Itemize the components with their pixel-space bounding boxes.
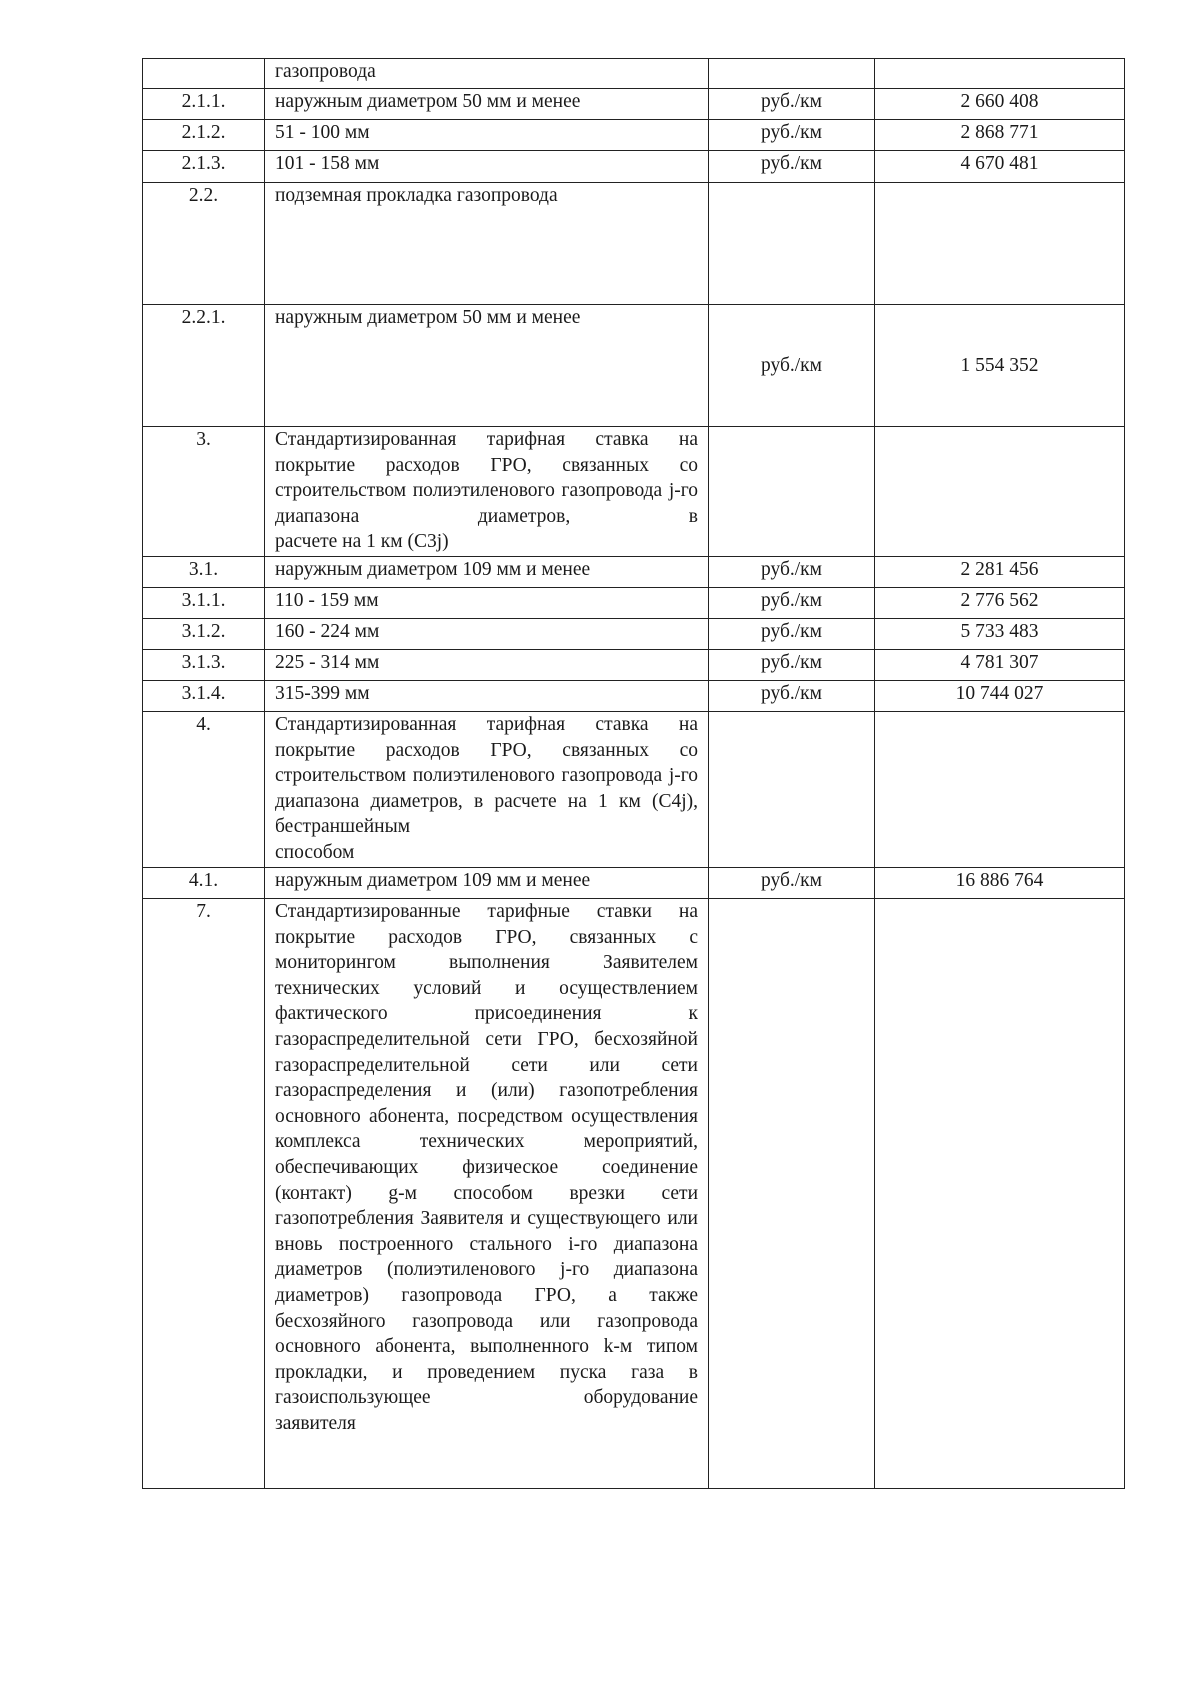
row-number-cell: 7. (143, 899, 265, 1489)
description-text: подземная прокладка газопровода (275, 185, 558, 206)
row-number-cell: 2.1.3. (143, 151, 265, 183)
table-row (143, 89, 1125, 120)
description-text: наружным диаметром 109 мм и менее (275, 559, 591, 580)
description-text: 160 - 224 мм (275, 621, 380, 642)
row-number-cell: 2.2.1. (143, 305, 265, 427)
value-cell (875, 59, 1125, 89)
value-cell: 4 781 307 (875, 650, 1125, 681)
value-cell: 2 660 408 (875, 89, 1125, 120)
description-text: 51 - 100 мм (275, 122, 370, 143)
description-cell (265, 183, 709, 305)
description-text: наружным диаметром 109 мм и менее (275, 870, 591, 891)
unit-cell: руб./км (709, 681, 875, 712)
unit-cell: руб./км (709, 650, 875, 681)
value-cell: 16 886 764 (875, 868, 1125, 899)
description-text: Стандартизированные тарифные ставки на покрытие расходов ГРО, связанных с мониторингом выполнения Заявителем технических условий и осуществлением фактического присоединения к газораспределительной сети ГРО, бесхозяйной газораспределительной сети или сети газораспределения и (или) газопотребления основного абонента, посредством осуществления комплекса технических мероприятий, обеспечивающих физическое соединение (контакт) g-м способом врезки сети газопотребления Заявителя и существующего или вновь построенного стального i-го диапазона диаметров (полиэтиленового j-го диапазона диаметров) газопровода ГРО, а также бесхозяйного газопровода или газопровода основного абонента, выполненного k-м типом прокладки, и проведением пуска газа в газоиспользующее оборудование (275, 901, 698, 1409)
row-number-cell: 3.1.2. (143, 619, 265, 650)
unit-cell: руб./км (709, 588, 875, 619)
table-row (143, 183, 1125, 305)
table-row (143, 899, 1125, 1489)
unit-cell: руб./км (709, 868, 875, 899)
description-cell (265, 681, 709, 712)
description-text: Стандартизированная тарифная ставка на покрытие расходов ГРО, связанных со строительством полиэтиленового газопровода j-го диапазона диаметров, в (275, 429, 698, 527)
description-last-line: расчете на 1 км (С3j) (275, 531, 449, 553)
row-number-cell: 3.1.4. (143, 681, 265, 712)
row-number-cell: 3.1. (143, 557, 265, 588)
description-cell (265, 151, 709, 183)
row-number-cell: 2.1.1. (143, 89, 265, 120)
row-number-cell: 2.2. (143, 183, 265, 305)
unit-cell: руб./км (709, 151, 875, 183)
value-cell: 2 281 456 (875, 557, 1125, 588)
description-text: 225 - 314 мм (275, 652, 380, 673)
table-row (143, 588, 1125, 619)
unit-cell (709, 712, 875, 868)
row-number-cell: 3.1.3. (143, 650, 265, 681)
description-text: 101 - 158 мм (275, 153, 380, 174)
description-cell (265, 120, 709, 151)
row-number-cell: 4. (143, 712, 265, 868)
row-number-cell (143, 59, 265, 89)
tariff-table (142, 58, 1125, 1489)
row-number-cell: 3. (143, 427, 265, 557)
description-cell (265, 557, 709, 588)
value-cell: 10 744 027 (875, 681, 1125, 712)
table-row (143, 305, 1125, 427)
unit-cell: руб./км (709, 557, 875, 588)
value-cell (875, 427, 1125, 557)
description-cell (265, 588, 709, 619)
description-text: газопровода (275, 61, 376, 82)
table-row (143, 712, 1125, 868)
description-cell (265, 650, 709, 681)
value-cell: 1 554 352 (875, 305, 1125, 427)
table-row (143, 427, 1125, 557)
description-cell (265, 712, 709, 868)
description-cell (265, 899, 709, 1489)
description-text: 110 - 159 мм (275, 590, 379, 611)
row-number-cell: 3.1.1. (143, 588, 265, 619)
description-cell (265, 305, 709, 427)
table-row (143, 619, 1125, 650)
table-row (143, 151, 1125, 183)
value-cell: 2 868 771 (875, 120, 1125, 151)
unit-cell: руб./км (709, 120, 875, 151)
value-cell (875, 183, 1125, 305)
unit-cell (709, 899, 875, 1489)
description-cell (265, 868, 709, 899)
table-row (143, 557, 1125, 588)
description-cell (265, 619, 709, 650)
table-row (143, 868, 1125, 899)
description-cell (265, 89, 709, 120)
table-row (143, 59, 1125, 89)
unit-cell (709, 183, 875, 305)
value-cell: 4 670 481 (875, 151, 1125, 183)
value-cell: 5 733 483 (875, 619, 1125, 650)
value-cell (875, 712, 1125, 868)
description-text: 315-399 мм (275, 683, 370, 704)
unit-cell: руб./км (709, 89, 875, 120)
unit-cell (709, 427, 875, 557)
table-row (143, 650, 1125, 681)
unit-cell (709, 59, 875, 89)
description-cell (265, 59, 709, 89)
description-last-line: заявителя (275, 1412, 356, 1434)
row-number-cell: 2.1.2. (143, 120, 265, 151)
description-text: наружным диаметром 50 мм и менее (275, 307, 581, 328)
unit-cell: руб./км (709, 619, 875, 650)
value-cell (875, 899, 1125, 1489)
tariff-table-body (143, 59, 1125, 1489)
value-cell: 2 776 562 (875, 588, 1125, 619)
row-number-cell: 4.1. (143, 868, 265, 899)
unit-cell: руб./км (709, 305, 875, 427)
description-last-line: способом (275, 841, 355, 863)
table-row (143, 120, 1125, 151)
table-row (143, 681, 1125, 712)
description-text: Стандартизированная тарифная ставка на покрытие расходов ГРО, связанных со строительством полиэтиленового газопровода j-го диапазона диаметров, в расчете на 1 км (С4j), бестраншейным (275, 714, 698, 838)
description-text: наружным диаметром 50 мм и менее (275, 91, 581, 112)
description-cell (265, 427, 709, 557)
